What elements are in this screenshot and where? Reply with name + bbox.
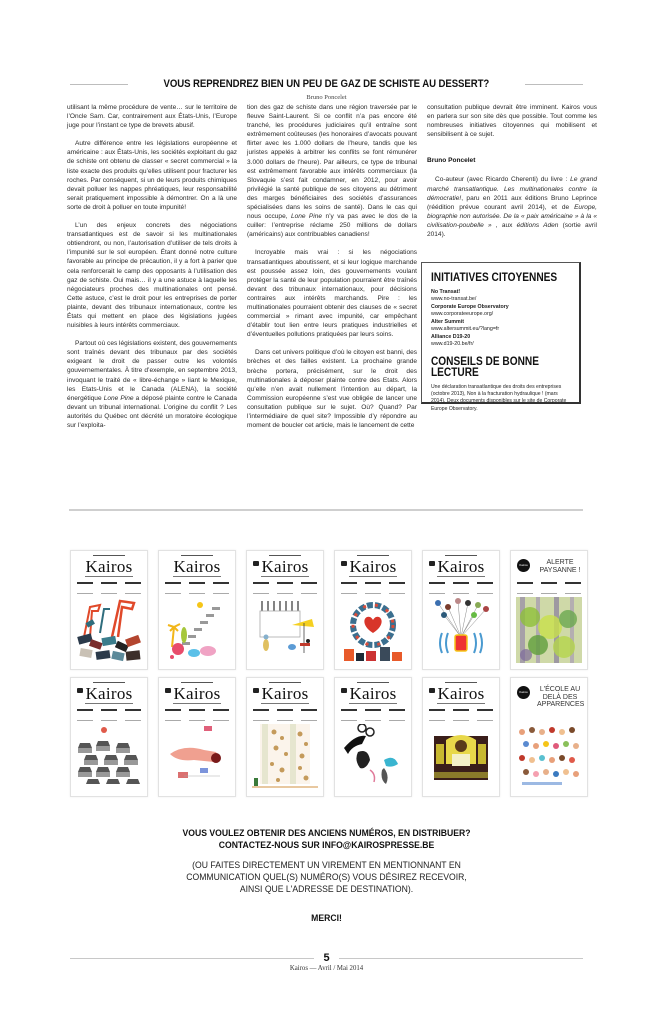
magazine-cover[interactable] (158, 677, 236, 797)
initiative-link[interactable]: www.altersummit.eu/?lang=fr (431, 326, 500, 332)
initiative-name: Alliance D19-20 (431, 333, 471, 340)
paragraph: Autre différence entre les législations européenne et américaine : aux États-Unis, les sociétés exploitant du gaz de schiste ont obtenu de classer « secret commercial » la liste exacte des produits qu’elles utilisent pour fracturer les roches. Par conséquent, si un de leurs produits chimiques devait polluer les nappes phréatiques, leur responsabilité serait pratiquement impossible à démontrer. On a là une sorte de droit à polluer en toute impunité! (67, 140, 237, 211)
paragraph (67, 339, 237, 430)
cover-tagline (349, 576, 397, 577)
paragraph: consultation publique devrait être imminent. Kairos vous en parlera sur son site dès que possible. Tout comme les nombreuses initiatives citoyennes qui mobilisent et sensibilisent à ce sujet. (427, 104, 597, 139)
article-column-1 (67, 103, 237, 439)
paragraph: Dans cet univers politique d’où le citoyen est banni, des brèches et des failles existent. La prochaine grande brèche portera, précisément, sur le droit des multinationales à déposer plainte contre des Etats. Alors qu’elle n’en avait nullement l’intention au départ, la Commission européenne s’est vue obligée de lancer une consultation publique sur le sujet. Où? Quand? Par l’intermédiaire de quel site? Impossible d’y répondre au moment de boucler cet article, mais le lancement de cette (247, 349, 417, 430)
text-run: , paru en 2011 aux éditions Bruno Leprince (réédition prévue courant avril 2014), et de (427, 194, 597, 211)
cover-tagline (349, 703, 397, 704)
text-run: a déposé plainte contre le Canada devant un tribunal international. L’origine du conflit ? Les autorités du Québec ont décrété un moratoire écologique sur l’exploita- (67, 394, 237, 429)
cover-illustration-cranes (76, 597, 142, 663)
cover-illustration-scissors (340, 724, 406, 790)
initiative-link[interactable]: www.no-transat.be/ (431, 296, 477, 302)
article-byline: Bruno Poncelet (306, 94, 347, 101)
paragraph: Incroyable mais vrai : si les négociations transatlantiques aboutissent, et si leur logique marchande est poussée assez loin, des gouvernements voulant protéger la santé de leur population pourraient être traînés devant des tribunaux internationaux, pour décisions contraires aux intérêts marchands. Pire : les multinationales pourraient obtenir des clauses de « secret commercial » rimant avec impunité, car empêchant d’établir tout lien entre leurs pratiques industrielles et d’éventuelles pollutions pratiquées par leurs soins. (247, 249, 417, 339)
initiative-link[interactable]: www.corporateeurope.org/ (431, 311, 494, 317)
author-signature: Bruno Poncelet (427, 157, 476, 165)
promo-body-line: (OU FAITES DIRECTEMENT UN VIREMENT EN MENTIONNANT EN (192, 860, 461, 871)
cover-logo: Kairos (349, 684, 397, 703)
magazine-cover[interactable] (334, 550, 412, 670)
cover-illustration-figure (164, 724, 230, 790)
cover-tagline (173, 576, 221, 577)
text-run: Partout où ces législations existent, des gouvernements sont traînés devant des tribunaux par des sociétés exigeant le droit de passer outre les volontés gouvernementales. À titre d’exemple, en septembre 2013, invoquant le traité de « libre-échange » liant le Mexique, les Etats-Unis et le Canada (ALENA), la société énergétique (67, 340, 237, 402)
author-bio (427, 175, 597, 239)
header-rule-right (525, 84, 583, 85)
kairos-badge: Kairos (517, 559, 530, 572)
magazine-cover[interactable] (422, 550, 500, 670)
header-rule-left (70, 84, 128, 85)
cover-masthead-line (357, 555, 389, 556)
cover-illustration-heart (340, 597, 406, 663)
cover-headlines (77, 582, 141, 594)
text-run: , aux (491, 221, 517, 229)
initiatives-title: INITIATIVES CITOYENNES (431, 272, 558, 284)
cover-logo: Kairos (437, 684, 485, 703)
magazine-cover[interactable] (158, 550, 236, 670)
cover-masthead-line (357, 682, 389, 683)
cover-tagline (437, 703, 485, 704)
cover-headlines (341, 709, 405, 721)
cover-illustration-traffic (76, 724, 142, 790)
promo-contact[interactable]: CONTACTEZ-NOUS SUR INFO@KAIROSPRESSE.BE (218, 839, 435, 851)
issue-label: Kairos — Avril / Mai 2014 (289, 965, 364, 972)
promo-body-line: COMMUNICATION QUEL(S) NUMÉRO(S) VOUS DÉSIREZ RECEVOIR, (186, 872, 467, 883)
promo-heading (96, 828, 558, 851)
article-column-2 (247, 103, 417, 439)
reading-title: CONSEILS DE BONNE LECTURE (431, 355, 539, 379)
sidebar-box (421, 262, 581, 412)
magazine-cover[interactable] (246, 550, 324, 670)
magazine-cover[interactable] (510, 677, 588, 797)
cover-masthead-line (93, 682, 125, 683)
cover-logo: Kairos (261, 684, 309, 703)
magazine-cover[interactable] (510, 550, 588, 670)
article-header (70, 76, 583, 92)
promo-line-1: VOUS VOULEZ OBTENIR DES ANCIENS NUMÉROS, EN DISTRIBUER? (182, 828, 471, 839)
cover-masthead-line (93, 555, 125, 556)
initiative-name: Corporate Europe Observatory (431, 303, 509, 310)
emphasis: Lone Pine (103, 394, 134, 402)
cover-headlines (165, 709, 229, 721)
page-number: 5 (323, 952, 330, 964)
cover-headlines (341, 582, 405, 594)
article-column-3 (427, 103, 597, 248)
magazine-cover[interactable] (334, 677, 412, 797)
cover-masthead-line (445, 682, 477, 683)
cover-masthead-line (445, 555, 477, 556)
promo-body (96, 860, 558, 896)
cover-masthead-line (181, 555, 213, 556)
initiative-name: No Transat! (431, 288, 461, 295)
cover-logo: Kairos (173, 557, 221, 576)
cover-logo: Kairos (349, 557, 397, 576)
paragraph: L’un des enjeux concrets des négociations transatlantiques est de savoir si les multinationales obtiendront, ou non, l’autorisation d’utiliser de tels droits à l’impunité sur le sol européen. Étant donné notre culture favorable au principe de précaution, il y a fort à parier que cela renforcerait le camp des opposants à l’utilisation des gaz de schiste. Oui mais… il y a une astuce à laquelle les négociateurs proches des multinationales ont pensé. Cette astuce, c’est le droit pour les entreprises de porter plainte, devant des tribunaux internationaux, contre les États qui mettent en place des législations jugées nuisibles à leurs intérêts commerciaux. (67, 222, 237, 330)
cover-logo: Kairos (85, 557, 133, 576)
magazine-cover[interactable] (422, 677, 500, 797)
cover-tagline (85, 703, 133, 704)
cover-illustration-stairs (164, 597, 230, 663)
book-title: Le grand marché transatlantique. Les multinationales contre la démocratie! (427, 176, 597, 202)
magazine-cover[interactable] (246, 677, 324, 797)
cover-logo: Kairos (85, 684, 133, 703)
text-run: n’y va pas avec le dos de la cuiller: l’entreprise réclame 250 millions de dollars (américains) aux contribuables canadiens! (247, 213, 417, 239)
cover-tagline (261, 576, 309, 577)
cover-masthead-line (181, 682, 213, 683)
publisher: éditions Aden (516, 221, 559, 229)
footer-rule-left (70, 958, 314, 959)
initiative-link[interactable]: www.d19-20.be/fr/ (431, 341, 474, 347)
cover-tagline (173, 703, 221, 704)
cover-illustration-children (516, 724, 582, 790)
cover-title: L'ÉCOLE AU DELÀ DES APPARENCES (537, 686, 585, 708)
cover-illustration-seeds (252, 724, 318, 790)
cover-logo: Kairos (437, 557, 485, 576)
paragraph: utilisant la même procédure de vente… sur le territoire de l’Oncle Sam. Car, contrairement aux États-Unis, l’Europe juge pour l’instant ce type de brevets abusif. (67, 104, 237, 130)
page-footer (70, 951, 583, 965)
cover-logo: Kairos (173, 684, 221, 703)
promo-thanks: MERCI! (311, 913, 342, 924)
footer-rule-right (339, 958, 583, 959)
cover-title: ALERTE PAYSANNE ! (539, 559, 581, 574)
cover-headlines (165, 582, 229, 594)
cover-headlines (429, 582, 493, 594)
magazine-cover[interactable] (70, 550, 148, 670)
cover-tagline (261, 703, 309, 704)
cover-illustration-machine (428, 724, 494, 790)
cover-headlines (517, 582, 581, 594)
kairos-badge: Kairos (517, 686, 530, 699)
cover-masthead-line (269, 555, 301, 556)
text-run: Co-auteur (avec Ricardo Cherenti) du livre : (435, 176, 571, 184)
cover-logo: Kairos (261, 557, 309, 576)
initiative-name: Alter Summit (431, 318, 464, 325)
book-title: Europe, biographie non autorisée. De la « paix américaine » à la « civilisation-poubelle » (427, 203, 597, 229)
cover-illustration-balloons (428, 597, 494, 663)
cover-masthead-line (269, 682, 301, 683)
section-divider (69, 509, 583, 511)
cover-headlines (429, 709, 493, 721)
cover-tagline (437, 576, 485, 577)
text-run: (sortie avril 2014). (427, 221, 597, 239)
cover-tagline (85, 576, 133, 577)
cover-headlines (77, 709, 141, 721)
article-title: VOUS REPRENDREZ BIEN UN PEU DE GAZ DE SCHISTE AU DESSERT? (163, 78, 490, 90)
cover-headlines (253, 582, 317, 594)
text-run: tion des gaz de schiste dans une région traversée par le fleuve Saint-Laurent. Si ce conflit n’a pas encore été tranché, les procédures judiciaires qu’il entraîne sont extrêmement coûteuses (les honoraires d’avocats pouvant flirter avec les 1.000 dollars de l’heure, tandis que les juristes appelés à arbitrer les conflits se font rémunérer 3.000 dollars de l’heure). Par ailleurs, ce type de tribunal est extrêmement favorable aux intérêts commerciaux (la Slovaquie s’est fait condamner, en 2012, pour avoir privilégié la santé publique de ses citoyens au détriment des marges bénéficiaires des sociétés d’assurances spécialisées dans les soins de santé). Dans le cas qui nous occupe, (247, 104, 417, 221)
promo-body-line: AINSI QUE L'ADRESSE DE DESTINATION). (239, 884, 414, 895)
cover-headlines (253, 709, 317, 721)
reading-text: Une déclaration transatlantique des droits des entreprises (octobre 2013), Non à la fracturation hydraulique ! (mars 2014). Deux documents disponibles sur le site de Corporate Europe Observatory. (431, 383, 567, 412)
paragraph (247, 103, 417, 239)
emphasis: Lone Pine (290, 213, 323, 221)
cover-illustration-forest (516, 597, 582, 663)
magazine-cover[interactable] (70, 677, 148, 797)
cover-illustration-market (252, 597, 318, 663)
